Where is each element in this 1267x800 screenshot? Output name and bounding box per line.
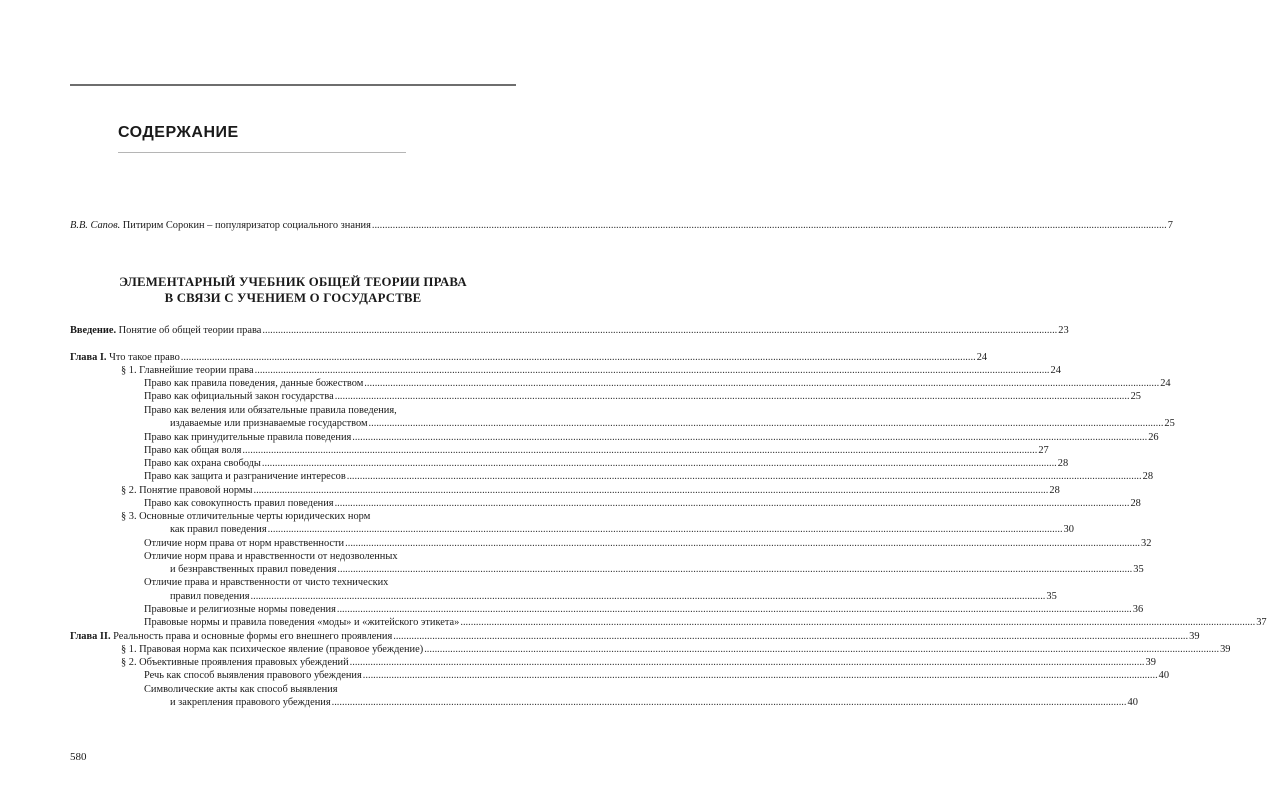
leader-dots: .................................................................................................................................................................................................................................................................................................................. [364,378,1160,389]
toc-entry-text: Право как общая воля [144,445,242,456]
toc-entry-text: § 2. Объективные проявления правовых убеждений [121,657,349,668]
toc-entry-text: § 2. Понятие правовой нормы [121,485,253,496]
toc-entry-author: В.В. Сапов. [70,220,121,231]
book-title-line-2: В СВЯЗИ С УЧЕНИЕМ О ГОСУДАРСТВЕ [164,291,422,305]
leader-dots: .................................................................................................................................................................................................................................................................................................................. [368,418,1164,429]
toc-entry [144,498,1141,510]
toc-entry-page: 37 [1256,617,1267,628]
toc-entry-text: Право как веления или обязательные правила поведения, [144,405,397,416]
toc-entry-text: издаваемые или признаваемые государством [170,418,368,429]
toc-entry-title: Питирим Сорокин – популяризатор социального знания [120,220,371,231]
toc-entry-title: Реальность права и основные формы его внешнего проявления [110,631,393,642]
toc-entry-page: 39 [1145,657,1156,668]
toc-entry-text: Право как принудительные правила поведения [144,432,352,443]
leader-dots: .................................................................................................................................................................................................................................................................................................................. [393,631,1189,642]
page-number: 580 [70,751,87,763]
toc-entry-text: Речь как способ выявления правового убеждения [144,670,362,681]
toc-entry [170,564,1144,576]
toc-entry [121,644,1231,656]
toc-entry-text: Отличие норм права и нравственности от недозволенных [144,551,398,562]
toc-entry-intro-essay [70,220,1173,232]
toc-entry-text: Правовые и религиозные нормы поведения [144,604,336,615]
toc-entry [170,524,1074,536]
leader-dots: .................................................................................................................................................................................................................................................................................................................. [267,524,1063,535]
leader-dots: .................................................................................................................................................................................................................................................................................................................. [331,697,1127,708]
toc-entry-page: 23 [1058,325,1069,336]
toc-entry [121,485,1060,497]
toc-entry-text: Право как совокупность правил поведения [144,498,334,509]
toc-entry-text: и безнравственных правил поведения [170,564,337,575]
leader-dots: .................................................................................................................................................................................................................................................................................................................. [242,445,1038,456]
toc-entry [144,670,1170,682]
toc-entry [121,657,1156,669]
leader-dots: .................................................................................................................................................................................................................................................................................................................. [253,485,1049,496]
toc-entry-text: Правовые нормы и правила поведения «моды» и «житейского этикета» [144,617,460,628]
toc-entry-text: Символические акты как способ выявления [144,684,338,695]
toc-entry-page: 28 [1142,471,1154,482]
leader-dots: .................................................................................................................................................................................................................................................................................................................. [334,498,1130,509]
leader-dots: .................................................................................................................................................................................................................................................................................................................. [337,564,1133,575]
toc-entry [144,432,1159,444]
toc-entry-page: 36 [1132,604,1144,615]
toc-entry-page: 28 [1049,485,1060,496]
leader-dots: .................................................................................................................................................................................................................................................................................................................. [334,391,1130,402]
toc-entry-text: и закрепления правового убеждения [170,697,331,708]
toc-entry-page: 28 [1057,458,1069,469]
toc-entry-page: 7 [1167,220,1173,231]
toc-entry [144,458,1069,470]
toc-entry-label: Введение. [70,325,117,336]
leader-dots: .................................................................................................................................................................................................................................................................................................................. [346,471,1142,482]
toc-entry-text: § 3. Основные отличительные черты юридических норм [121,511,371,522]
toc-entry [144,471,1154,483]
toc-entry-page: 25 [1130,391,1141,402]
toc-entry-page: 24 [1160,378,1171,389]
toc-entry [144,617,1267,629]
toc-entry [70,631,1200,643]
toc-entry [144,445,1049,457]
toc-entry-page: 35 [1133,564,1144,575]
leader-dots: .................................................................................................................................................................................................................................................................................................................. [250,591,1046,602]
toc-entry-page: 24 [1050,365,1061,376]
leader-dots: .................................................................................................................................................................................................................................................................................................................. [362,670,1158,681]
top-rule [70,84,516,86]
toc-entry [144,391,1141,403]
toc-entry-page: 35 [1046,591,1057,602]
leader-dots: .................................................................................................................................................................................................................................................................................................................. [460,617,1256,628]
book-title-line-1: ЭЛЕМЕНТАРНЫЙ УЧЕБНИК ОБЩЕЙ ТЕОРИИ ПРАВА [119,275,467,289]
leader-dots: .................................................................................................................................................................................................................................................................................................................. [254,365,1050,376]
leader-dots: .................................................................................................................................................................................................................................................................................................................. [349,657,1145,668]
toc-entry-text: Право как охрана свободы [144,458,261,469]
toc-entry-title: Что такое право [106,352,180,363]
toc-entry [170,418,1175,430]
toc-entry-page: 40 [1127,697,1138,708]
toc-entry-text [70,352,180,364]
toc-entry-page: 40 [1158,670,1170,681]
toc-entry-page: 32 [1141,538,1152,549]
toc-entry-text: правил поведения [170,591,250,602]
toc-entry-text: Отличие норм права от норм нравственности [144,538,345,549]
toc-entry-text [70,325,261,337]
leader-dots: .................................................................................................................................................................................................................................................................................................................. [261,458,1057,469]
leader-dots: .................................................................................................................................................................................................................................................................................................................. [352,432,1148,443]
toc-entry-page: 27 [1038,445,1049,456]
toc-entry-page: 28 [1130,498,1141,509]
toc-entry-text: как правил поведения [170,524,267,535]
leader-dots: .................................................................................................................................................................................................................................................................................................................. [262,325,1058,336]
leader-dots: .................................................................................................................................................................................................................................................................................................................. [371,220,1167,231]
toc-entry [144,378,1171,390]
toc-entry-text [70,631,392,643]
toc-entry-text: Право как защита и разграничение интересов [144,471,346,482]
toc-entry-page: 25 [1164,418,1175,429]
toc-entry-page: 39 [1189,631,1200,642]
toc-entry-text: § 1. Правовая норма как психическое явление (правовое убеждение) [121,644,424,655]
toc-entry [70,352,988,364]
leader-dots: .................................................................................................................................................................................................................................................................................................................. [180,352,976,363]
toc-entry [170,591,1057,603]
leader-dots: .................................................................................................................................................................................................................................................................................................................. [424,644,1220,655]
leader-dots: .................................................................................................................................................................................................................................................................................................................. [345,538,1141,549]
toc-entry [144,604,1144,616]
toc-entry-text: Отличие права и нравственности от чисто технических [144,577,389,588]
toc-entry-page: 24 [976,352,988,363]
toc-entry-text: Право как правила поведения, данные божеством [144,378,364,389]
toc-entry-text: Право как официальный закон государства [144,391,334,402]
toc-entry-page: 26 [1148,432,1159,443]
toc-entry-text: § 1. Главнейшие теории права [121,365,254,376]
toc-entry-page: 30 [1063,524,1074,535]
toc-entry [121,365,1061,377]
toc-entry-title: Понятие об общей теории права [116,325,262,336]
title-underline [118,152,406,153]
toc-entry [144,538,1152,550]
toc-entry [170,697,1138,709]
toc-entry-page: 39 [1220,644,1231,655]
toc-entry-label: Глава I. [70,352,107,363]
toc-entry-text [70,220,371,232]
toc-entry-label: Глава II. [70,631,111,642]
toc-entry [70,325,1069,337]
leader-dots: .................................................................................................................................................................................................................................................................................................................. [336,604,1132,615]
contents-title: СОДЕРЖАНИЕ [118,124,239,141]
